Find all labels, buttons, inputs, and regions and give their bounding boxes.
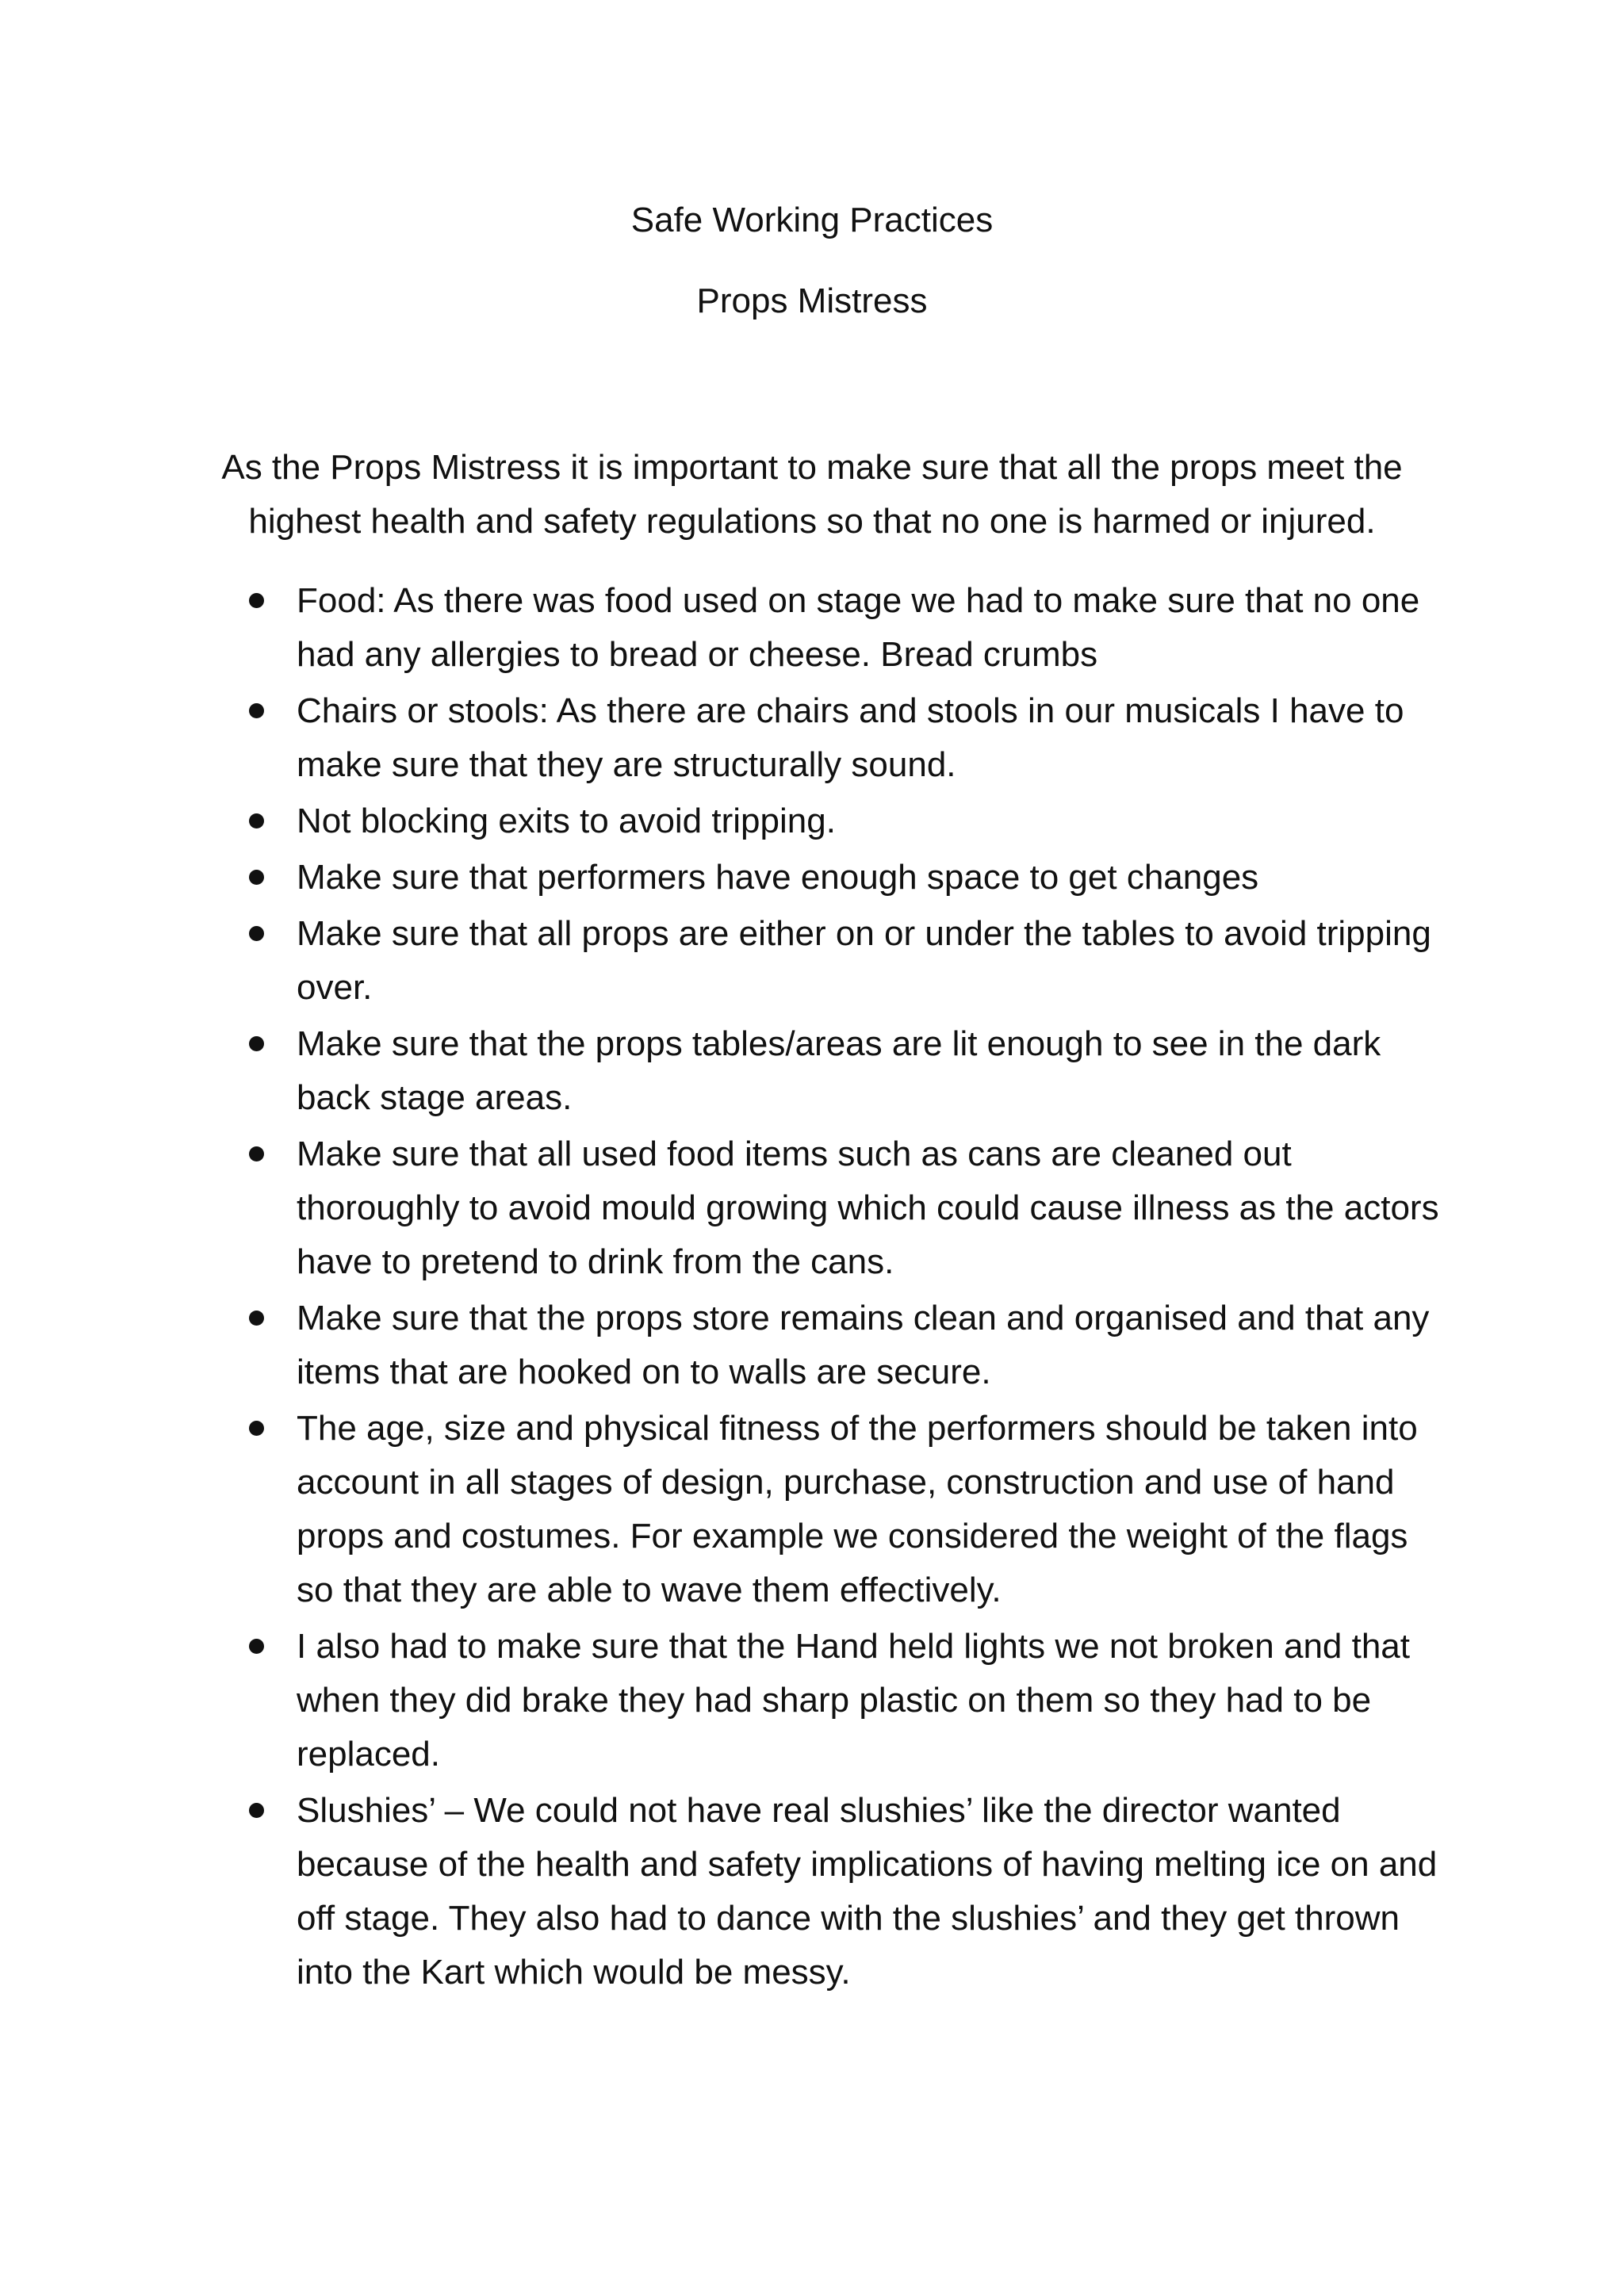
list-item	[246, 1620, 1451, 1781]
bullet-icon	[249, 870, 264, 885]
bullet-icon	[249, 1803, 264, 1818]
intro-paragraph: As the Props Mistress it is important to make sure that all the props meet the highest health and safety regulations so that no one is harmed or injured.	[221, 448, 1403, 541]
list-item	[246, 907, 1451, 1015]
bullet-icon	[249, 1311, 264, 1326]
bullet-icon	[249, 1146, 264, 1161]
bullet-icon	[249, 813, 264, 828]
bullet-icon	[249, 1421, 264, 1436]
bullet-icon	[249, 1036, 264, 1051]
list-item	[246, 1127, 1451, 1289]
list-item	[246, 794, 1451, 848]
list-item	[246, 684, 1451, 792]
list-item-text: Make sure that the props store remains clean and organised and that any items that are hooked on to walls are secure.	[297, 1299, 1430, 1391]
list-item	[246, 1402, 1451, 1617]
safety-bullet-list	[246, 574, 1451, 2002]
list-item	[246, 1017, 1451, 1125]
document-subtitle: Props Mistress	[696, 281, 928, 320]
list-item-text: Make sure that all used food items such as cans are cleaned out thoroughly to avoid mould growing which could cause illness as the actors have to pretend to drink from the cans.	[297, 1135, 1439, 1281]
list-item-text: I also had to make sure that the Hand held lights we not broken and that when they did brake they had sharp plastic on them so they had to be replaced.	[297, 1627, 1411, 1774]
list-item-text: Food: As there was food used on stage we had to make sure that no one had any allergies to bread or cheese. Bread crumbs	[297, 581, 1420, 674]
list-item-text: Make sure that all props are either on or under the tables to avoid tripping over.	[297, 914, 1431, 1007]
list-item-text: Make sure that the props tables/areas are lit enough to see in the dark back stage areas.	[297, 1024, 1381, 1117]
list-item	[246, 574, 1451, 682]
bullet-icon	[249, 593, 264, 608]
list-item	[246, 851, 1451, 905]
bullet-icon	[249, 1639, 264, 1654]
bullet-icon	[249, 703, 264, 718]
list-item	[246, 1784, 1451, 1999]
bullet-icon	[249, 926, 264, 941]
list-item-text: Slushies’ – We could not have real slushies’ like the director wanted because of the health and safety implications of having melting ice on and off stage. They also had to dance with the slushies’ and they get thrown into the Kart which would be messy.	[297, 1791, 1438, 1992]
list-item	[246, 1292, 1451, 1399]
list-item-text: Not blocking exits to avoid tripping.	[297, 802, 836, 840]
document-title: Safe Working Practices	[630, 201, 994, 239]
list-item-text: The age, size and physical fitness of the performers should be taken into account in all stages of design, purchase, construction and use of hand props and costumes. For example we considered the weight of the flags so that they are able to wave them effectively.	[297, 1409, 1418, 1609]
list-item-text: Chairs or stools: As there are chairs and stools in our musicals I have to make sure that they are structurally sound.	[297, 691, 1404, 784]
list-item-text: Make sure that performers have enough space to get changes	[297, 858, 1259, 897]
